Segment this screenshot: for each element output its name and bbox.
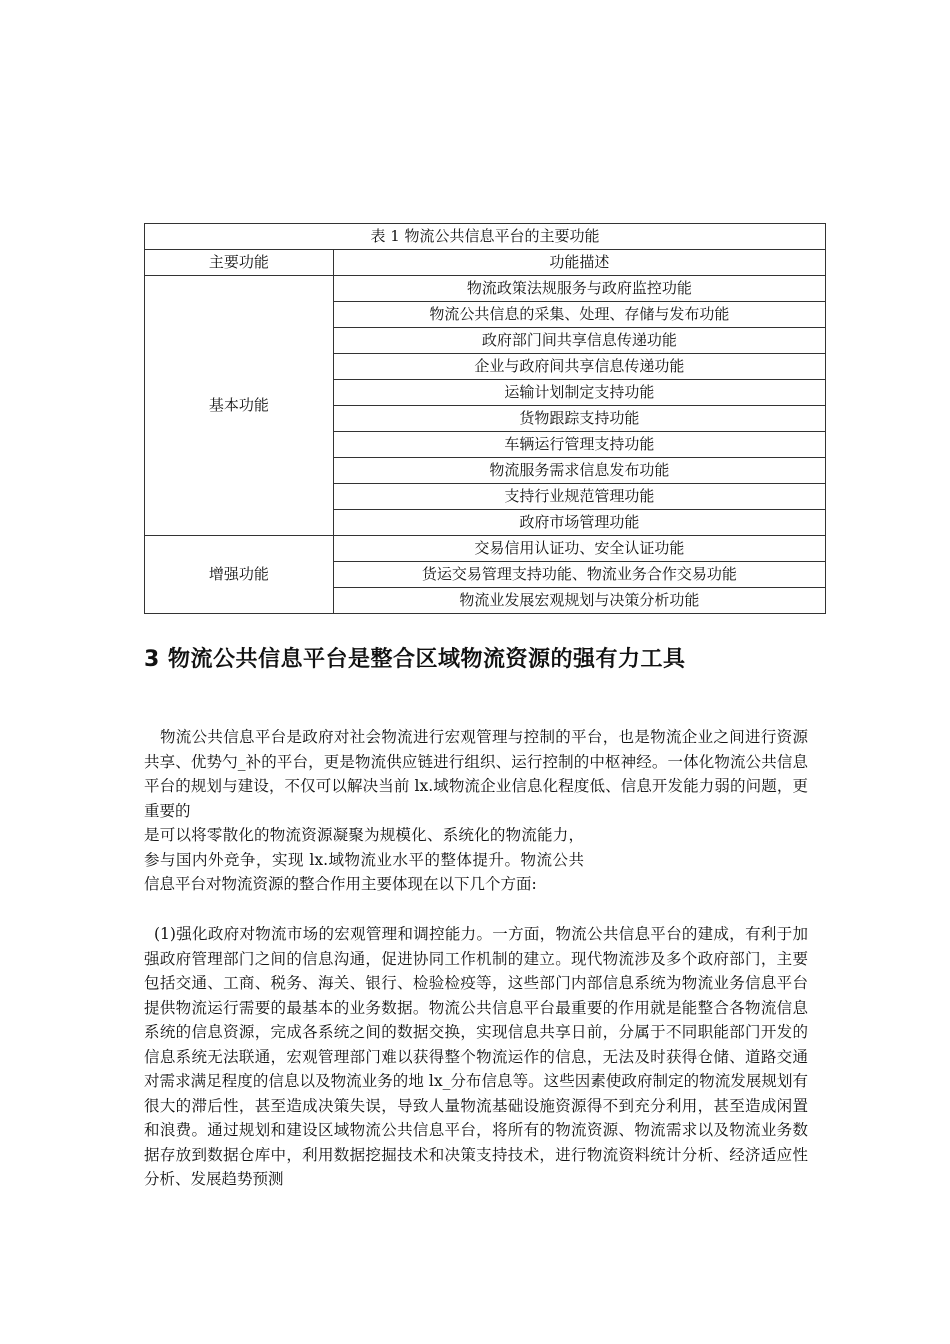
body-paragraph-2: 是可以将零散化的物流资源凝聚为规模化、系统化的物流能力，参与国内外竞争，实现 lx.域物流业水平的整体提升。物流公共信息平台对物流资源的整合作用主要体现在以下几个方面: xyxy=(144,826,584,893)
function-description: 货物跟踪支持功能 xyxy=(333,406,825,432)
table-row xyxy=(145,536,826,562)
function-description: 运输计划制定支持功能 xyxy=(333,380,825,406)
column-header-function: 主要功能 xyxy=(145,250,334,276)
section-heading: 3 物流公共信息平台是整合区域物流资源的强有力工具 xyxy=(144,647,686,672)
function-description: 物流政策法规服务与政府监控功能 xyxy=(333,276,825,302)
body-paragraph-3: (1)强化政府对物流市场的宏观管理和调控能力。一方面，物流公共信息平台的建成，有利于加强政府管理部门之间的信息沟通，促进协同工作机制的建立。现代物流涉及多个政府部门，主要包括交通、工商、税务、海关、银行、检验检疫等，这些部门内部信息系统为物流业务信息平台提供物流运行需要的最基本的业务数据。物流公共信息平台最重要的作用就是能整合各物流信息系统的信息资源，完成各系统之间的数据交换，实现信息共享日前，分属于不同职能部门开发的信息系统无法联通，宏观管理部门难以获得整个物流运作的信息，无法及时获得仓储、道路交通对需求满足程度的信息以及物流业务的地 lx_分布信息等。这些因素使政府制定的物流发展规划有很大的滞后性，甚至造成决策失误，导致人量物流基础设施资源得不到充分利用，甚至造成闲置和浪费。通过规划和建设区域物流公共信息平台，将所有的物流资源、物流需求以及物流业务数据存放到数据仓库中，利用数据挖掘技术和决策支持技术，进行物流资料统计分析、经济适应性分析、发展趋势预测 xyxy=(144,925,808,1188)
function-description: 支持行业规范管理功能 xyxy=(333,484,825,510)
table-row xyxy=(145,276,826,302)
function-description: 物流公共信息的采集、处理、存储与发布功能 xyxy=(333,302,825,328)
function-description: 物流业发展宏观规划与决策分析功能 xyxy=(333,588,825,614)
body-paragraph-1: 物流公共信息平台是政府对社会物流进行宏观管理与控制的平台，也是物流企业之间进行资源共享、优势勺_补的平台，更是物流供应链进行组织、运行控制的中枢神经。一体化物流公共信息平台的规划与建设，不仅可以解决当前 lx.域物流企业信息化程度低、信息开发能力弱的问题，更重要的 xyxy=(144,728,808,820)
function-description: 交易信用认证功、安全认证功能 xyxy=(333,536,825,562)
function-description: 车辆运行管理支持功能 xyxy=(333,432,825,458)
table-caption: 表 1 物流公共信息平台的主要功能 xyxy=(145,224,826,250)
table-header-row xyxy=(145,250,826,276)
column-header-description: 功能描述 xyxy=(333,250,825,276)
function-description: 政府部门间共享信息传递功能 xyxy=(333,328,825,354)
function-description: 物流服务需求信息发布功能 xyxy=(333,458,825,484)
table-caption-row xyxy=(145,224,826,250)
function-description: 企业与政府间共享信息传递功能 xyxy=(333,354,825,380)
group-label-basic: 基本功能 xyxy=(145,276,334,536)
function-description: 货运交易管理支持功能、物流业务合作交易功能 xyxy=(333,562,825,588)
functions-table xyxy=(144,223,826,614)
group-label-enhanced: 增强功能 xyxy=(145,536,334,614)
function-description: 政府市场管理功能 xyxy=(333,510,825,536)
